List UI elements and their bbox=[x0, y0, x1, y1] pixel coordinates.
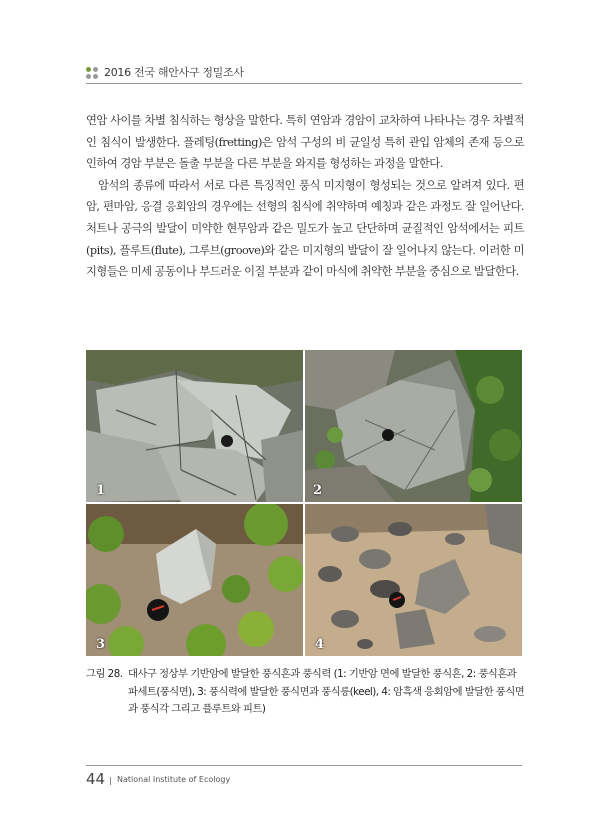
page-number: 44 bbox=[86, 770, 106, 788]
rock-with-vegetation-photo bbox=[305, 350, 522, 502]
header-dots-icon bbox=[86, 67, 98, 79]
header-title: 2016 전국 해안사구 정밀조사 bbox=[104, 66, 244, 79]
figure-photo-grid bbox=[86, 350, 522, 656]
body-text bbox=[86, 110, 524, 283]
photo-number: 1 bbox=[96, 483, 106, 498]
weathered-rock-photo bbox=[86, 350, 303, 502]
footer-organization: National Institute of Ecology bbox=[117, 775, 231, 784]
header-divider bbox=[86, 83, 522, 84]
paragraph: 암석의 종류에 따라서 서로 다른 특징적인 풍식 미지형이 형성되는 것으로 알려져 있다. 편암, 편마암, 응결 응회암의 경우에는 선형의 침식에 취약하며 예칭과 같은 과정도 잘 일어난다. 처트나 공극의 발달이 미약한 현무암과 같은 밀도가 높고 단단하며 균질적인 암석에서는 피트(pits), 플루트(flute), 그루브(groove)와 같은 미지형의 발달이 잘 일어나지 않는다. 이러한 미지형들은 미세 공동이나 부드러운 이질 부분과 같이 마식에 취약한 부분을 중심으로 발달한다. bbox=[86, 178, 524, 279]
ventifact-in-vegetation-photo bbox=[86, 504, 303, 656]
paragraph: 연암 사이를 차별 침식하는 형상을 말한다. 특히 연암과 경암이 교차하여 나타나는 경우 차별적인 침식이 발생한다. 플레팅(fretting)은 암석 구성의 비 균일성 특히 관입 암체의 존재 등으로 인하여 경암 부분은 돌출 부분을 다른 부분을 와지를 형성하는 과정을 말한다. bbox=[86, 114, 524, 171]
ventifact-field-photo bbox=[305, 504, 522, 656]
running-header bbox=[86, 62, 522, 84]
page-footer bbox=[86, 765, 522, 795]
photo-number: 2 bbox=[313, 483, 323, 498]
caption-text: 대사구 정상부 기반암에 발달한 풍식흔과 풍식력 (1: 기반암 면에 발달한 풍식흔, 2: 풍식흔과 파세트(풍식면), 3: 풍식력에 발달한 풍식면과 풍식릉(keel), 4: 암흑색 응회암에 발달한 풍식면과 풍식각 그리고 플루트와 피트) bbox=[128, 668, 525, 715]
figure-caption bbox=[86, 666, 526, 719]
photo-number: 4 bbox=[315, 637, 325, 652]
photo-number: 3 bbox=[96, 637, 106, 652]
caption-label: 그림 28. bbox=[86, 668, 123, 680]
footer-divider bbox=[86, 765, 522, 766]
footer-separator bbox=[110, 777, 111, 785]
